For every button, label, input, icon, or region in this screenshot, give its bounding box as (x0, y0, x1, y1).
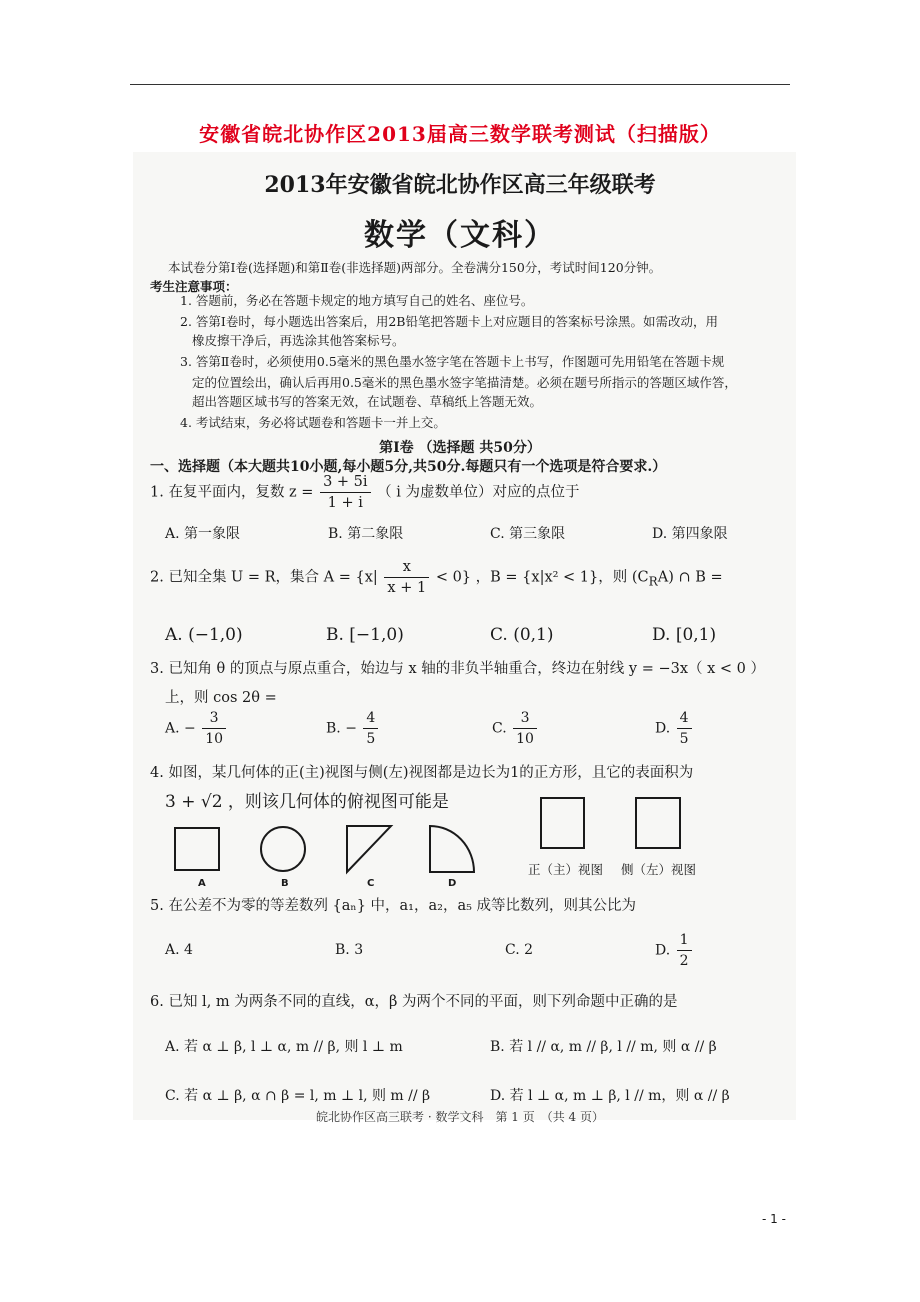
q5-option-d-fraction (677, 930, 692, 971)
q5-option-a (165, 942, 193, 958)
top-view-triangle (347, 826, 391, 872)
q2-numerator: x (384, 557, 429, 578)
q5-option-b (335, 942, 363, 958)
q6-option-b: B. 若 l // α, m // β, l // m, 则 α // β (490, 1039, 717, 1055)
part1-heading: 第Ⅰ卷 （选择题 共50分） (379, 440, 541, 456)
front-view-square (541, 798, 584, 848)
question-5: 5. 在公差不为零的等差数列 {aₙ} 中，a₁，a₂，a₅ 成等比数列，则其公比为 (150, 898, 637, 914)
front-view-label: 正（主）视图 (528, 862, 604, 877)
top-view-circle (261, 827, 305, 871)
shape-label-b: B (281, 878, 289, 889)
q2-option-b: B. [−1,0) (326, 625, 404, 645)
scan-footer: 皖北协作区高三联考 · 数学文科 第 1 页 （共 4 页） (316, 1110, 604, 1124)
notice-heading: 考生注意事项： (150, 279, 238, 294)
shape-label-a: A (198, 878, 206, 889)
notice-item: 1. 答题前，务必在答题卡规定的地方填写自己的姓名、座位号。 (180, 293, 534, 308)
q4-line-1: 4. 如图，某几何体的正(主)视图与侧(左)视图都是边长为1的正方形，且它的表面积为 (150, 765, 694, 781)
q5-option-d-num: 1 (677, 930, 692, 951)
section-heading: 一、选择题（本大题共10小题,每小题5分,共50分.每题只有一个选项是符合要求.） (150, 459, 667, 475)
top-rule (130, 84, 790, 85)
notice-item: 4. 考试结束，务必将试题卷和答题卡一并上交。 (180, 415, 446, 430)
q3-option-c (492, 708, 539, 749)
q3-option-c-den: 10 (516, 731, 534, 747)
side-view-label: 侧（左）视图 (621, 862, 697, 877)
q3-option-a (165, 708, 228, 749)
q5-option-d-letter: D. (655, 942, 671, 959)
notice-item: 定的位置绘出，确认后再用0.5毫米的黑色墨水签字笔描清楚。必须在题号所指示的答题区域作答， (192, 375, 737, 390)
q3-option-d-letter: D. (655, 720, 671, 737)
q1-stem: 1. 在复平面内，复数 z = (150, 484, 314, 501)
q2-denominator: x + 1 (387, 580, 427, 596)
q3-option-a-fraction (202, 708, 226, 749)
q3-option-a-sign: − (184, 720, 196, 737)
q3-option-d-fraction (677, 708, 692, 749)
q3-option-d-num: 4 (677, 708, 692, 729)
top-view-square (175, 828, 219, 870)
q3-option-a-letter: A. (165, 720, 180, 737)
q3-line-2: 上，则 cos 2θ = (165, 690, 277, 706)
notice-item: 2. 答第Ⅰ卷时，每小题选出答案后，用2B铅笔把答题卡上对应题目的答案标号涂黑。如需改动，用 (180, 314, 718, 329)
q1-numerator: 3 + 5i (320, 472, 370, 493)
q1-option-d: D. 第四象限 (652, 526, 728, 542)
q3-option-b-num: 4 (363, 708, 378, 729)
q1-fraction (320, 472, 370, 513)
q3-option-a-den: 10 (205, 731, 224, 747)
q5-option-a-letter: A. (165, 942, 180, 958)
q1-option-c: C. 第三象限 (490, 526, 566, 542)
q5-option-a-value: 4 (184, 942, 193, 958)
q5-option-c-letter: C. (505, 942, 520, 958)
q3-option-d (655, 708, 694, 749)
q5-option-c (505, 942, 533, 958)
q3-option-a-num: 3 (202, 708, 226, 729)
side-view-square (636, 798, 680, 848)
q4-line-2: 3 + √2 ，则该几何体的俯视图可能是 (165, 792, 449, 812)
q2-option-d: D. [0,1) (652, 625, 717, 645)
q3-option-b-letter: B. (326, 720, 341, 737)
q5-option-d-den: 2 (679, 953, 689, 969)
q2-set-close: < 0} (435, 569, 472, 586)
question-1 (150, 472, 580, 513)
q3-option-b-sign: − (345, 720, 357, 737)
q2-option-a: A. (−1,0) (165, 625, 243, 645)
q6-option-d: D. 若 l ⊥ α, m ⊥ β, l // m，则 α // β (490, 1088, 730, 1104)
q5-option-b-value: 3 (354, 942, 364, 958)
notice-item: 3. 答第Ⅱ卷时，必须使用0.5毫米的黑色墨水签字笔在答题卡上书写，作图题可先用铅笔在答题卡规 (180, 354, 725, 369)
q3-option-b (326, 708, 380, 749)
q1-denominator: 1 + i (327, 495, 363, 511)
q3-option-b-fraction (363, 708, 378, 749)
question-2 (150, 557, 723, 598)
notice-item: 橡皮擦干净后，再选涂其他答案标号。 (192, 333, 405, 348)
document-title: 安徽省皖北协作区2013届高三数学联考测试（扫描版） (199, 122, 721, 146)
exam-intro: 本试卷分第Ⅰ卷(选择题)和第Ⅱ卷(非选择题)两部分。全卷满分150分，考试时间120分钟。 (168, 260, 662, 275)
q5-option-d (655, 930, 694, 971)
q3-option-b-den: 5 (366, 731, 376, 747)
q3-option-c-num: 3 (513, 708, 537, 729)
top-view-quarter-circle (430, 826, 474, 872)
q1-option-b: B. 第二象限 (328, 526, 404, 542)
q1-option-a: A. 第一象限 (165, 526, 241, 542)
q2-option-c: C. (0,1) (490, 625, 554, 645)
q3-option-c-letter: C. (492, 720, 507, 737)
q3-line-1: 3. 已知角 θ 的顶点与原点重合，始边与 x 轴的非负半轴重合，终边在射线 y = −3x（ x < 0 ） (150, 661, 765, 677)
q1-stem-tail: （ i 为虚数单位）对应的点位于 (377, 484, 580, 501)
question-6: 6. 已知 l, m 为两条不同的直线，α，β 为两个不同的平面，则下列命题中正确的是 (150, 994, 678, 1010)
q2-stem: 2. 已知全集 U = R，集合 A = (150, 569, 351, 586)
q2-set-open: {x| (355, 569, 378, 586)
q5-option-b-letter: B. (335, 942, 350, 958)
q3-option-d-den: 5 (679, 731, 689, 747)
subject-title: 数学（文科） (364, 218, 556, 253)
q5-option-c-value: 2 (524, 942, 534, 958)
shape-label-d: D (448, 878, 457, 889)
shape-label-c: C (367, 878, 375, 889)
page-number: - 1 - (762, 1212, 786, 1226)
q3-option-c-fraction (513, 708, 537, 749)
notice-item: 超出答题区域书写的答案无效，在试题卷、草稿纸上答题无效。 (192, 394, 543, 409)
q2-stem-tail: A) ∩ B = (657, 569, 723, 586)
q6-option-c: C. 若 α ⊥ β, α ∩ β = l, m ⊥ l, 则 m // β (165, 1088, 431, 1104)
q2-stem-mid: ，B = {x|x² < 1}，则 (C (475, 569, 649, 586)
q6-option-a: A. 若 α ⊥ β, l ⊥ α, m // β, 则 l ⊥ m (165, 1039, 403, 1055)
q2-subscript: R (648, 574, 658, 589)
q2-fraction (384, 557, 429, 598)
exam-title: 2013年安徽省皖北协作区高三年级联考 (264, 172, 656, 198)
